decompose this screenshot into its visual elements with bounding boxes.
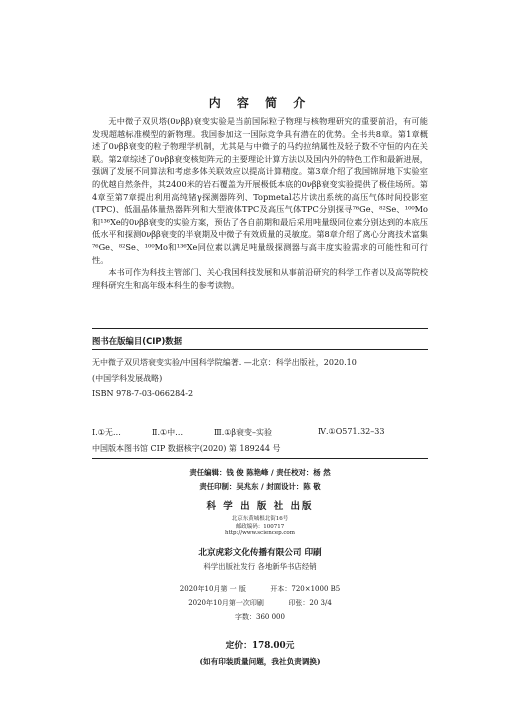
format: 开本：720×1000 B5 [270,585,341,593]
cip-bottom-rule [92,458,428,459]
edition: 2020年10月第 一 版 [179,585,246,593]
printing-sheets-line [0,598,520,608]
publisher-name: 科 学 出 版 社 出版 [206,501,314,512]
cip-line-series: (中国学科发展战略) [92,374,163,383]
publisher-address: 北京东黄城根北街16号 [231,516,289,522]
intro-paragraph-2: 本书可作为科技主管部门、关心我国科技发展和从事前沿研究的科学工作者以及高等院校理科研究生和高年级本科生的参考读物。 [92,267,428,290]
printing: 2020年10月第一次印刷 [188,599,264,607]
cip-class-item: Ⅰ.①无… [92,428,121,437]
sheets: 印张：20 3/4 [288,599,332,607]
quality-notice: (如有印装质量问题，我社负责调换) [199,657,321,666]
word-count: 字数：360 000 [235,613,285,621]
cip-line-number: 中国版本图书馆 CIP 数据核字(2020) 第 189244 号 [92,444,281,453]
price: 定价：178.00元 [225,641,295,651]
publisher-website: http://www.sciencep.com [225,530,295,536]
cip-class-item: Ⅲ.①β衰变–实验 [214,428,273,437]
intro-text [92,115,428,291]
cip-class-item: Ⅳ.①O571.32–33 [318,427,385,436]
cip-class-item: Ⅱ.①中… [152,428,184,437]
cip-top-rule [92,328,428,329]
cip-heading: 图书在版编目(CIP)数据 [92,336,183,346]
edition-format-line [0,584,520,594]
intro-paragraph-1: 无中微子双贝塔(0νββ)衰变实验是当前国际粒子物理与核物理研究的重要前沿，有可能发现超越标准模型的新物理。我国参加这一国际竞争具有潜在的优势。全书共8章。第1章概述了0νββ衰变的粒子物理学机制，尤其是与中微子的马约拉纳属性及轻子数不守恒的内在关联。第2章综述了0νββ衰变核矩阵元的主要理论计算方法以及国内外的特色工作和最新进展，强调了发展不同算法和考虑多体关联效应以提高计算精度。第3章介绍了我国锦屏地下实验室的优越自然条件，其2400米的岩石覆盖为开展极低本底的0νββ衰变实验提供了极佳场所。第4章至第7章提出利用高纯锗γ探测器阵列、Topmetal芯片读出系统的高压气体时间投影室(TPC)、低温晶体量热器阵列和大型液体TPC及高压气体TPC分别探寻⁷⁶Ge、⁸²Se、¹⁰⁰Mo和¹³⁶Xe的0νββ衰变的实验方案，预估了各自前期和最后采用吨量级同位素分别达到的本底压低水平和探测0νββ衰变的半衰期及中微子有效质量的灵敏度。第8章介绍了离心分离技术富集⁷⁶Ge、⁸²Se、¹⁰⁰Mo和¹³⁶Xe同位素以满足吨量级探测器与高丰度实验需求的可能性和可行性。 [92,116,428,265]
cip-line-isbn: ISBN 978-7-03-066284-2 [92,389,194,398]
intro-title: 内 容 简 介 [208,96,312,110]
publisher-postcode: 邮政编码：100717 [235,524,285,530]
editor-credits: 责任编辑：钱 俊 陈艳峰 / 责任校对：杨 然 [189,468,331,477]
cip-heading-rule [92,349,428,350]
cip-line-title: 无中微子双贝塔衰变实验/中国科学院编著. —北京：科学出版社，2020.10 [92,358,357,367]
distributor: 科学出版社发行 各地新华书店经销 [203,562,317,571]
production-credits: 责任印制：吴兆东 / 封面设计：陈 敬 [199,482,321,491]
printer-name: 北京虎彩文化传播有限公司 印刷 [198,548,322,558]
